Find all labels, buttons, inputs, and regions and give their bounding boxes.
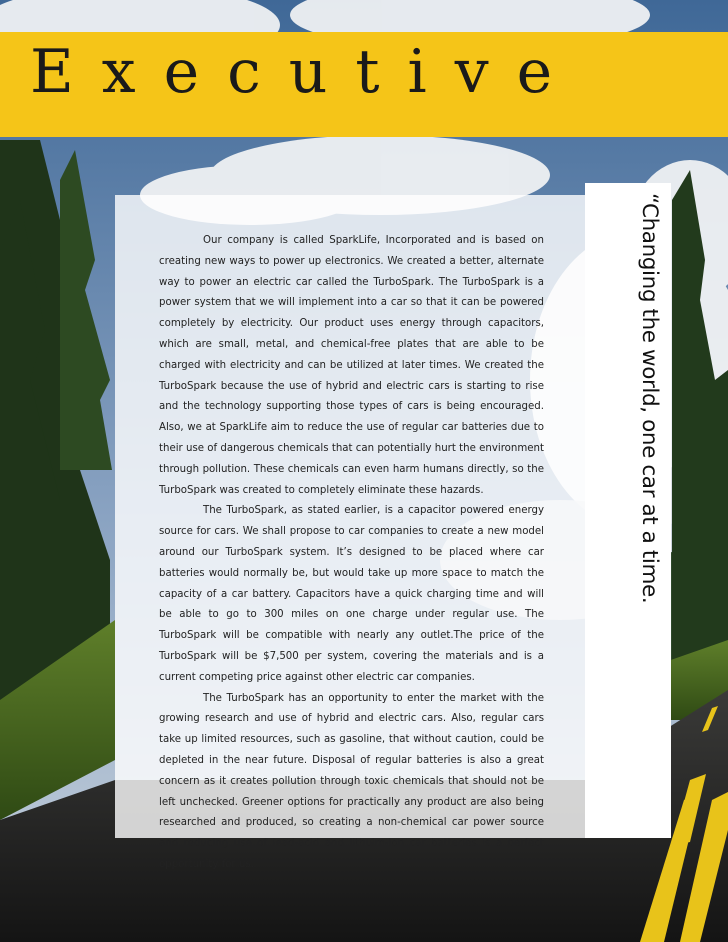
- paragraph-2: The TurboSpark, as stated earlier, is a capacitor powered energy source for cars. We shall propose to car companies to create a new model around our TurboSpark system. It’s designed to be placed where car batteries would normally be, but would take up more space to match the capacity of a car battery. Capacitors have a quick charging time and will be able to go to 300 miles on one charge under regular use. The TurboSpark will be compatible with nearly any outlet.The price of the TurboSpark will be $7,500 per system, covering the materials and is a current competing price against other electric car companies.: [159, 505, 544, 683]
- pull-quote: “Changing the world, one car at a time.: [637, 193, 662, 604]
- paragraph-3: The TurboSpark has an opportunity to enter the market with the growing research and use of hybrid and electric cars. Also, regular cars take up limited resources, such as gasoline, that without caution, could be depleted in the near future. Disposal of regular batteries is also a great concern as it creates pollution through toxic chemicals that should not be left unchecked. Greener options for practically any product are also being researched and produced, so creating a non-chemical car power source and reducing use of lead-acid and lithuim-ion car batteries is a perfect opportunity for us.: [159, 692, 544, 870]
- page-title: Executive: [30, 37, 581, 107]
- paragraph-1: Our company is called SparkLife, Incorporated and is based on creating new ways to power up electronics. We created a better, alternate way to power an electric car called the TurboSpark. The TurboSpark is a power system that we will implement into a car so that it can be powered completely by electricity. Our product uses energy through capacitors, which are small, metal, and chemical-free plates that are able to be charged with electricity and can be utilized at later times. We created the TurboSpark because the use of hybrid and electric cars is starting to rise and the technology supporting those types of cars is being encouraged. Also, we at SparkLife aim to reduce the use of regular car batteries due to their use of dangerous chemicals that can potentially hurt the environment through pollution. These chemicals can even harm humans directly, so the TurboSpark was created to completely eliminate these hazards.: [159, 235, 544, 496]
- body-text: [159, 231, 544, 876]
